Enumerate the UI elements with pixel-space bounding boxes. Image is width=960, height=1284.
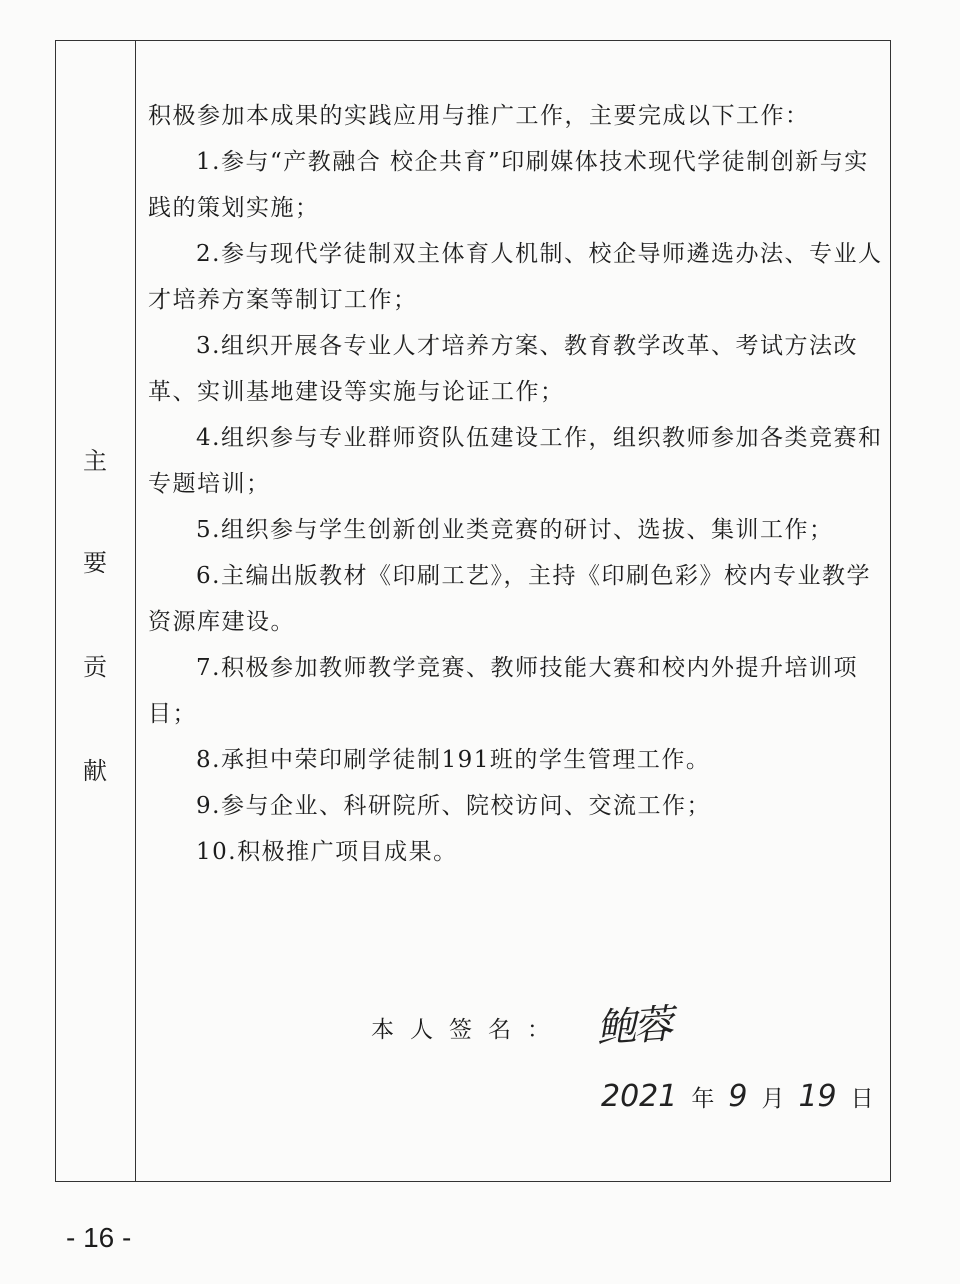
section-label-column <box>56 41 136 1181</box>
section-label-char: 贡 <box>83 653 107 681</box>
section-label-char: 献 <box>83 757 107 785</box>
date-month: 9 <box>728 1079 748 1114</box>
list-item: 7.积极参加教师教学竞赛、教师技能大赛和校内外提升培训项目； <box>148 655 858 727</box>
list-item: 6.主编出版教材《印刷工艺》，主持《印刷色彩》校内专业教学资源库建设。 <box>148 563 871 635</box>
handwritten-signature: 鲍蓉 <box>594 1001 672 1053</box>
list-item: 9.参与企业、科研院所、院校访问、交流工作； <box>196 793 711 819</box>
page-number: - 16 - <box>66 1222 132 1253</box>
list-item: 8.承担中荣印刷学徒制191班的学生管理工作。 <box>196 747 711 773</box>
list-item: 10.积极推广项目成果。 <box>196 839 458 865</box>
list-item: 1.参与“产教融合 校企共育”印刷媒体技术现代学徒制创新与实践的策划实施； <box>148 149 869 221</box>
date-year: 2021 <box>601 1079 678 1114</box>
signature-date <box>601 1079 874 1114</box>
signature-label: 本人签名： <box>371 1017 566 1043</box>
list-item: 5.组织参与学生创新创业类竞赛的研讨、选拔、集训工作； <box>196 517 834 543</box>
section-label-char: 要 <box>83 549 107 577</box>
date-day-unit: 日 <box>850 1086 874 1112</box>
contribution-text <box>148 93 884 875</box>
list-item: 4.组织参与专业群师资队伍建设工作，组织教师参加各类竞赛和专题培训； <box>148 425 883 497</box>
date-year-unit: 年 <box>691 1086 715 1112</box>
date-day: 19 <box>798 1079 837 1114</box>
list-item: 3.组织开展各专业人才培养方案、教育教学改革、考试方法改革、实训基地建设等实施与论证工作； <box>148 333 858 405</box>
intro-paragraph: 积极参加本成果的实践应用与推广工作，主要完成以下工作： <box>148 103 810 129</box>
list-item: 2.参与现代学徒制双主体育人机制、校企导师遴选办法、专业人才培养方案等制订工作； <box>148 241 883 313</box>
contribution-table <box>55 40 891 1182</box>
section-label-char: 主 <box>83 447 107 475</box>
date-month-unit: 月 <box>761 1086 785 1112</box>
